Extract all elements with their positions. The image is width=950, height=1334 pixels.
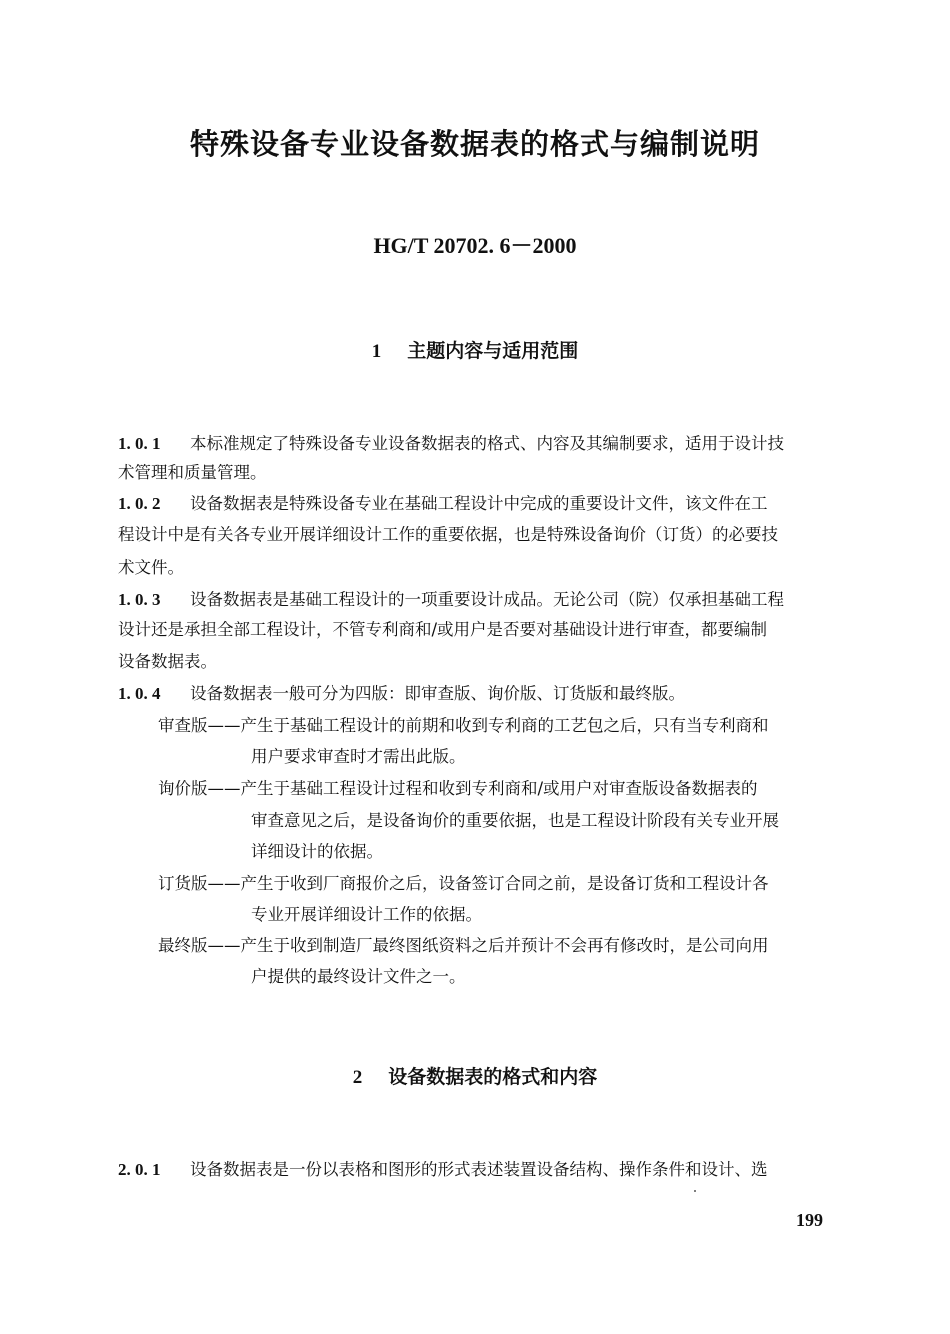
version-inquiry-line: 详细设计的依据。 (251, 842, 383, 861)
section-title: 主题内容与适用范围 (407, 340, 579, 362)
clause-1-0-3-line: 设备数据表。 (118, 652, 217, 671)
clause-text: 设备数据表是特殊设备专业在基础工程设计中完成的重要设计文件，该文件在工 (190, 494, 768, 513)
clause-text: 设备数据表一般可分为四版：即审查版、询价版、订货版和最终版。 (190, 684, 685, 703)
page-number: 199 (796, 1210, 823, 1230)
clause-1-0-3-line: 设计还是承担全部工程设计，不管专利商和/或用户是否要对基础设计进行审查，都要编制 (118, 620, 768, 639)
clause-text: 设备数据表是一份以表格和图形的形式表述装置设备结构、操作条件和设计、选 (190, 1160, 768, 1179)
clause-1-0-3-line (118, 590, 784, 610)
document-title: 特殊设备专业设备数据表的格式与编制说明 (189, 127, 760, 161)
section-number: 1 (371, 341, 382, 362)
section-title: 设备数据表的格式和内容 (388, 1066, 598, 1088)
clause-1-0-1-line (118, 434, 784, 454)
clause-text: 设备数据表是基础工程设计的一项重要设计成品。无论公司（院）仅承担基础工程 (190, 590, 784, 609)
version-inquiry-line: 询价版——产生于基础工程设计过程和收到专利商和/或用户对审查版设备数据表的 (158, 779, 758, 798)
clause-1-0-4-line (118, 684, 685, 704)
clause-text: 本标准规定了特殊设备专业设备数据表的格式、内容及其编制要求，适用于设计技 (190, 434, 784, 453)
clause-1-0-2-line (118, 494, 768, 514)
clause-number: 1. 0. 4 (118, 684, 161, 703)
scan-speck (694, 1190, 696, 1192)
section-number: 2 (352, 1067, 363, 1088)
clause-number: 1. 0. 1 (118, 434, 161, 453)
clause-number: 2. 0. 1 (118, 1160, 161, 1179)
section-heading-1 (0, 336, 950, 363)
version-order-line: 专业开展详细设计工作的依据。 (251, 905, 482, 924)
section-heading-2 (0, 1062, 950, 1089)
clause-number: 1. 0. 2 (118, 494, 161, 513)
version-order-line: 订货版——产生于收到厂商报价之后，设备签订合同之前，是设备订货和工程设计各 (158, 874, 769, 893)
version-final-line: 户提供的最终设计文件之一。 (251, 967, 466, 986)
version-review-line: 用户要求审查时才需出此版。 (251, 747, 466, 766)
version-review-line: 审查版——产生于基础工程设计的前期和收到专利商的工艺包之后，只有当专利商和 (158, 716, 769, 735)
clause-1-0-1-line: 术管理和质量管理。 (118, 463, 267, 482)
standard-number: HG/T 20702. 6－2000 (373, 233, 577, 258)
clause-1-0-2-line: 程设计中是有关各专业开展详细设计工作的重要依据，也是特殊设备询价（订货）的必要技 (118, 525, 778, 544)
clause-1-0-2-line: 术文件。 (118, 558, 184, 577)
clause-2-0-1-line (118, 1160, 768, 1180)
clause-number: 1. 0. 3 (118, 590, 161, 609)
version-inquiry-line: 审查意见之后，是设备询价的重要依据，也是工程设计阶段有关专业开展 (251, 811, 779, 830)
version-final-line: 最终版——产生于收到制造厂最终图纸资料之后并预计不会再有修改时，是公司向用 (158, 936, 769, 955)
